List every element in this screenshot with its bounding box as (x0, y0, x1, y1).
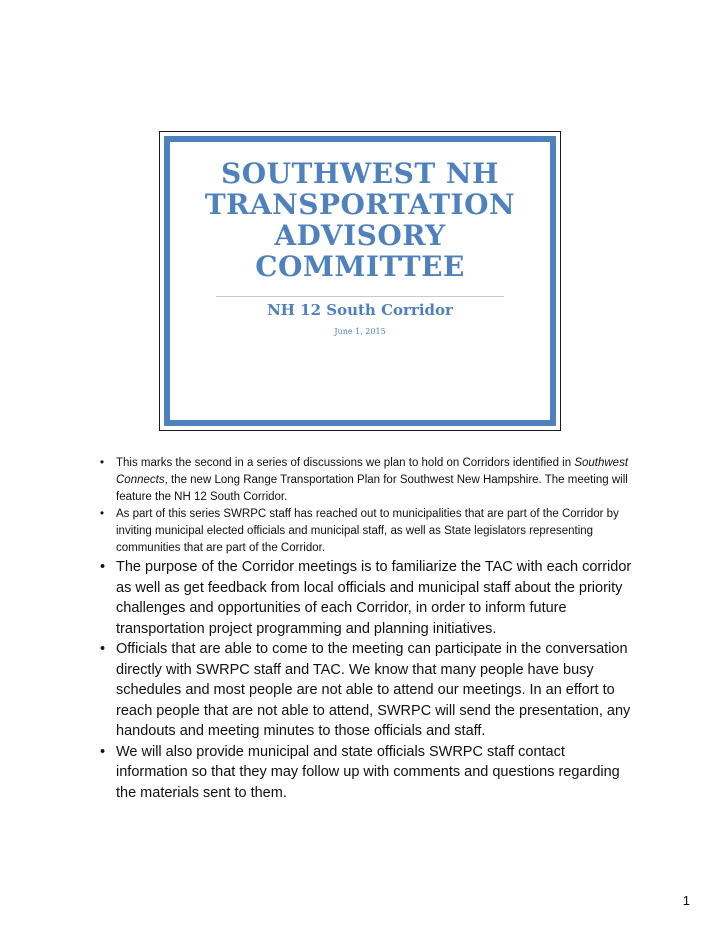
slide-title-line-4: COMMITTEE (255, 250, 465, 283)
page-number: 1 (682, 893, 690, 908)
note-item-5 (100, 742, 640, 804)
note-item-5-text: We will also provide municipal and state officials SWRPC staff contact information so that they may follow up with comments and questions regarding the materials sent to them. (116, 743, 620, 801)
bullet-icon: • (100, 508, 105, 520)
slide-divider (216, 296, 504, 297)
slide-title (160, 158, 560, 282)
bullet-icon: • (100, 457, 105, 469)
note-item-4-text: Officials that are able to come to the meeting can participate in the conversation directly with SWRPC staff and TAC. We know that many people have busy schedules and most people are not able to attend our meetings. In an effort to reach people that are not able to attend, SWRPC will send the presentation, any handouts and meeting minutes to those officials and staff. (116, 641, 631, 739)
note-item-2-text: As part of this series SWRPC staff has reached out to municipalities that are part of the Corridor by inviting municipal elected officials and municipal staff, as well as State legislators representing communities that are part of the Corridor. (116, 508, 619, 554)
note-item-1-after: , the new Long Range Transportation Plan for Southwest New Hampshire. The meeting will feature the NH 12 South Corridor. (116, 474, 628, 503)
note-item-2 (100, 506, 640, 557)
note-item-1-italic: Southwest Connects (116, 457, 629, 486)
bullet-icon: • (100, 559, 106, 575)
slide-thumbnail (159, 131, 561, 431)
bullet-icon: • (100, 641, 106, 657)
speaker-notes (100, 455, 640, 803)
slide-title-line-3: ADVISORY (274, 219, 446, 252)
slide-title-line-2: TRANSPORTATION (204, 188, 516, 221)
slide-subtitle: NH 12 South Corridor (267, 301, 453, 319)
slide-title-line-1: SOUTHWEST NH (221, 157, 499, 190)
bullet-icon: • (100, 743, 106, 760)
note-item-1-before: This marks the second in a series of discussions we plan to hold on Corridors identified in (116, 457, 575, 469)
note-item-3 (100, 557, 640, 639)
note-item-3-text: The purpose of the Corridor meetings is to familiarize the TAC with each corridor as well as get feedback from local officials and municipal staff about the priority challenges and opportunities of each Corridor, in order to inform future transportation project programming and planning initiatives. (116, 559, 632, 637)
note-item-4 (100, 639, 640, 742)
note-item-1 (100, 455, 640, 506)
slide-date: June 1, 2015 (334, 327, 386, 336)
